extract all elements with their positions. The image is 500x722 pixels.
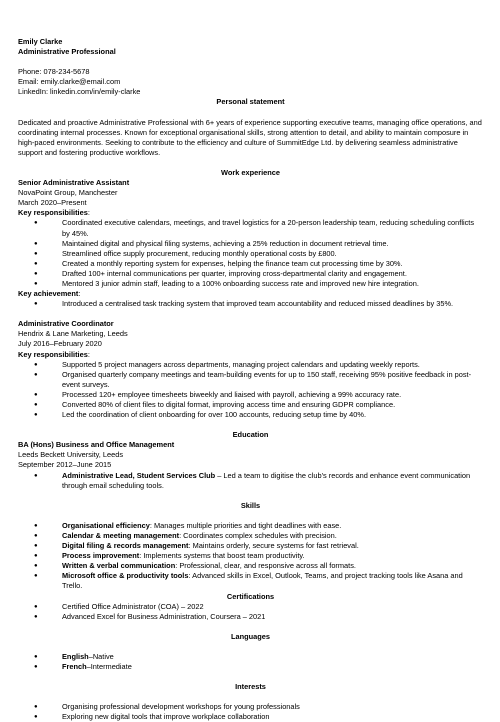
section-heading-statement: Personal statement — [216, 97, 285, 107]
contact-email: Email: emily.clarke@email.com — [18, 77, 121, 87]
achievement-list — [18, 299, 483, 309]
job-title: Senior Administrative Assistant — [18, 178, 130, 188]
list-item: ● Introduced a centralised task tracking system that improved team accountability and reduced missed deadlines by 35%. — [18, 299, 483, 309]
list-item: ● Written & verbal communication: Professional, clear, and responsive across all formats. — [18, 561, 483, 571]
list-item: ● Certified Office Administrator (COA) – 2022 — [18, 602, 483, 612]
school-name: Leeds Beckett University, Leeds — [18, 450, 124, 460]
list-item: ● Drafted 100+ internal communications per quarter, improving cross-departmental clarity and engagement. — [18, 269, 483, 279]
list-item: ● Created a monthly reporting system for expenses, helping the finance team cut processing time by 30%. — [18, 259, 483, 269]
list-item: ● Organised quarterly company meetings and team-building events for up to 150 staff, receiving 95% positive feedback in post-event surveys. — [18, 370, 483, 390]
section-heading-interests: Interests — [235, 682, 266, 692]
list-item: ● Exploring new digital tools that improve workplace collaboration — [18, 712, 483, 722]
candidate-title: Administrative Professional — [18, 47, 116, 57]
list-item: ● Calendar & meeting management: Coordinates complex schedules with precision. — [18, 531, 483, 541]
list-item: ● Maintained digital and physical filing systems, achieving a 25% reduction in document retrieval time. — [18, 239, 483, 249]
job-dates: July 2016–February 2020 — [18, 339, 102, 349]
list-item: ● Digital filing & records management: Maintains orderly, secure systems for fast retrieval. — [18, 541, 483, 551]
list-item: ● Microsoft office & productivity tools: Advanced skills in Excel, Outlook, Teams, and project tracking tools like Asana and Trello. — [18, 571, 483, 591]
list-item: ● Mentored 3 junior admin staff, leading to a 100% onboarding success rate and improved new hire integration. — [18, 279, 483, 289]
list-item: ● English–Native — [18, 652, 483, 662]
list-item: ● Organising professional development workshops for young professionals — [18, 702, 483, 712]
certifications-list — [18, 602, 483, 622]
statement-text: Dedicated and proactive Administrative Professional with 6+ years of experience supporting executive teams, managing office operations, and coordinating internal processes. Known for exceptional organisational skills, strong attention to detail, and ability to maintain composure in high-paced environments. Seeking to contribute to the efficiency and culture of SummitEdge Ltd. by delivering seamless administrative support and fostering productive workflows. — [18, 117, 482, 157]
candidate-name: Emily Clarke — [18, 37, 63, 46]
list-item: ● Organisational efficiency: Manages multiple priorities and tight deadlines with ease. — [18, 521, 483, 531]
languages-list — [18, 652, 483, 672]
resume-page — [18, 37, 483, 722]
list-item: ● Led the coordination of client onboarding for over 100 accounts, reducing setup time by 40%. — [18, 410, 483, 420]
job-company: NovaPoint Group, Manchester — [18, 188, 118, 198]
list-item: ● French–Intermediate — [18, 662, 483, 672]
responsibilities-list — [18, 360, 483, 421]
job-company: Hendrix & Lane Marketing, Leeds — [18, 329, 128, 339]
list-item: ● Advanced Excel for Business Administration, Coursera – 2021 — [18, 612, 483, 622]
responsibilities-label: Key responsibilities: — [18, 208, 90, 218]
contact-phone: Phone: 078-234-5678 — [18, 67, 90, 77]
section-heading-education: Education — [232, 430, 269, 440]
list-item: ● Converted 80% of client files to digital format, improving access time and ensuring GDPR compliance. — [18, 400, 483, 410]
list-item: ● Streamlined office supply procurement, reducing monthly operational costs by £800. — [18, 249, 483, 259]
responsibilities-label: Key responsibilities: — [18, 349, 90, 359]
job-dates: March 2020–Present — [18, 198, 87, 208]
list-item: ● Processed 120+ employee timesheets biweekly and liaised with payroll, achieving a 99% accuracy rate. — [18, 390, 483, 400]
skills-list — [18, 521, 483, 592]
list-item: ● Process improvement: Implements systems that boost team productivity. — [18, 551, 483, 561]
achievement-label: Key achievement: — [18, 289, 81, 299]
section-heading-languages: Languages — [230, 631, 270, 641]
contact-linkedin: LinkedIn: linkedin.com/in/emily-clarke — [18, 87, 141, 97]
list-item: ● Coordinated executive calendars, meetings, and travel logistics for a 20-person leadership team, reducing scheduling conflicts by 45%. — [18, 218, 483, 238]
education-dates: September 2012–June 2015 — [18, 460, 112, 470]
job-title: Administrative Coordinator — [18, 319, 114, 329]
section-heading-skills: Skills — [240, 500, 261, 510]
list-item: ● Supported 5 project managers across departments, managing project calendars and updating weekly reports. — [18, 360, 483, 370]
education-list — [18, 471, 483, 491]
responsibilities-list — [18, 218, 483, 289]
interests-list — [18, 702, 483, 722]
section-heading-experience: Work experience — [220, 167, 281, 177]
degree-title: BA (Hons) Business and Office Management — [18, 440, 175, 450]
list-item: ● Administrative Lead, Student Services Club – Led a team to digitise the club's records and enhance event communication through email scheduling tools. — [18, 471, 483, 491]
section-heading-certifications: Certifications — [226, 591, 275, 601]
